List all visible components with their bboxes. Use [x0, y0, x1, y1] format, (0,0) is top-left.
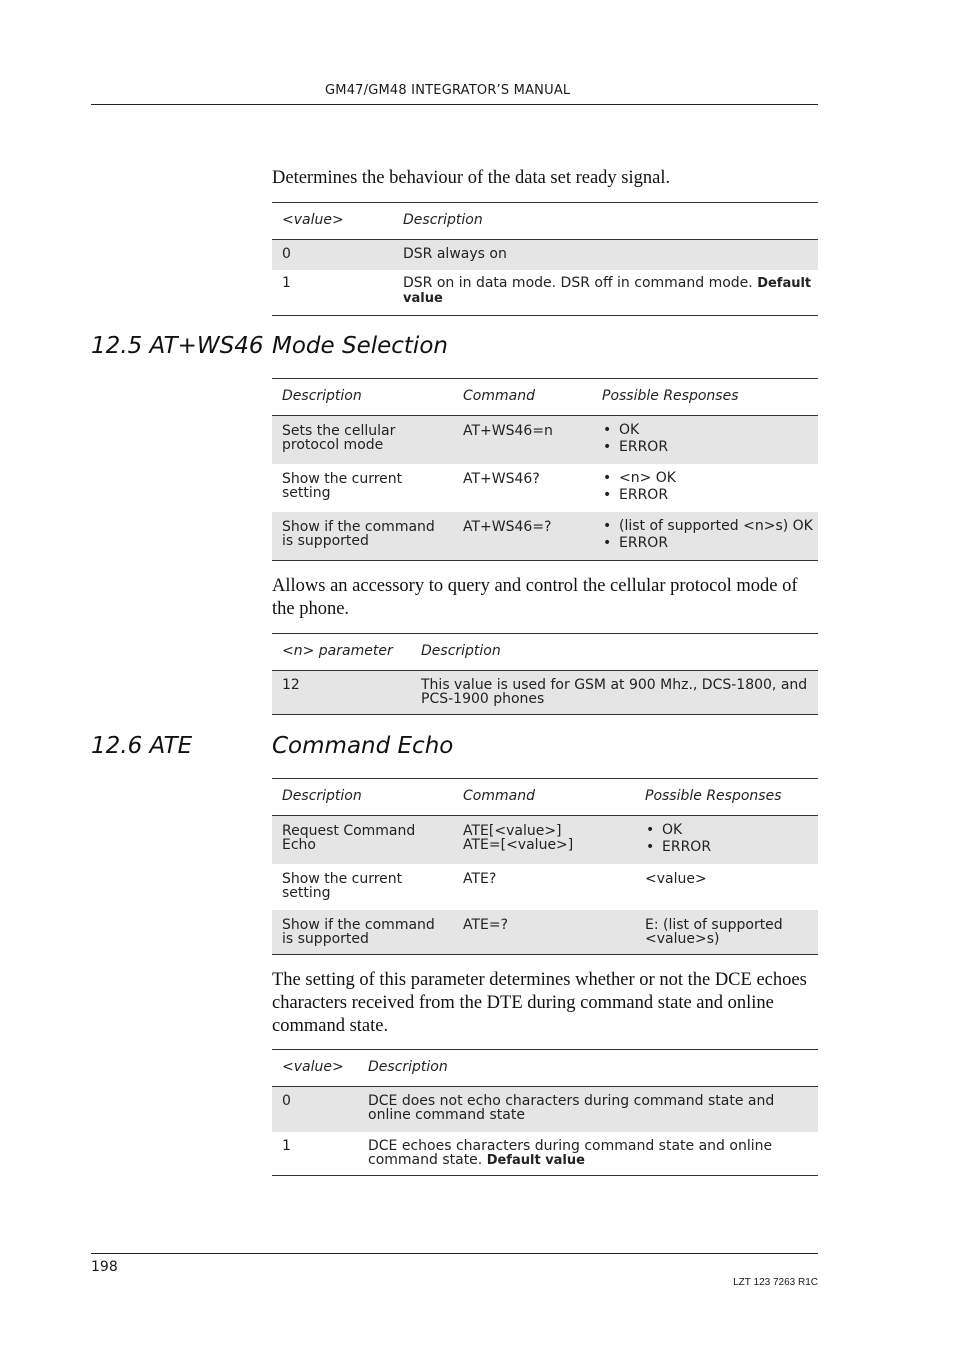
table-row — [272, 671, 818, 714]
ate-command-table — [272, 778, 818, 955]
desc-line: DCE echoes characters during command state and online — [368, 1138, 773, 1154]
table-row — [272, 512, 818, 560]
col-header-command: Command — [463, 388, 535, 404]
response-text: ERROR — [619, 439, 669, 455]
desc-line: Sets the cellular — [282, 423, 396, 439]
running-header — [91, 82, 818, 105]
table-row — [272, 416, 818, 464]
section-title: Mode Selection — [272, 333, 448, 359]
cell-description — [403, 276, 813, 306]
desc-line: This value is used for GSM at 900 Mhz., DCS-1800, and — [421, 677, 808, 693]
footer-rule — [91, 1253, 818, 1254]
cmd-line: ATE[<value>] — [463, 823, 562, 839]
cell-command: AT+WS46=n — [463, 423, 553, 439]
col-header-responses: Possible Responses — [602, 388, 739, 404]
cell-description — [282, 918, 435, 946]
table-row — [272, 270, 818, 315]
ate-description: The setting of this parameter determines whether or not the DCE echoes characters received from the DTE during command state and online command state. — [272, 970, 807, 1036]
section-number: 12.5 AT+WS46 — [91, 333, 264, 359]
table-header-row — [272, 379, 818, 416]
table-row — [272, 816, 818, 864]
section-title: Command Echo — [272, 733, 454, 759]
table-row — [272, 464, 818, 512]
desc-line: setting — [282, 885, 331, 901]
table-row — [272, 240, 818, 270]
table-row — [272, 1087, 818, 1132]
bullet-icon: • — [603, 470, 612, 486]
desc-line: Show the current — [282, 471, 403, 487]
table-header-row — [272, 203, 818, 240]
bullet-icon: • — [603, 422, 612, 438]
bullet-icon: • — [603, 487, 612, 503]
col-header-value: <value> — [282, 1059, 344, 1075]
dsr-value-table — [272, 202, 818, 316]
cell-description — [282, 872, 402, 900]
response-text: ERROR — [662, 839, 712, 855]
table-row — [272, 910, 818, 954]
col-header-description: Description — [421, 643, 501, 659]
bullet-icon: • — [603, 518, 612, 534]
col-header-command: Command — [463, 788, 535, 804]
desc-line: Request Command — [282, 823, 416, 839]
section-number: 12.6 ATE — [91, 733, 193, 759]
default-value-label: Default value — [486, 1153, 585, 1168]
cell-value: 1 — [282, 1138, 291, 1154]
bullet-icon: • — [646, 822, 655, 838]
bullet-icon: • — [603, 535, 612, 551]
cell-description — [282, 424, 395, 452]
resp-line: <value>s) — [645, 931, 720, 947]
desc-line: is supported — [282, 931, 369, 947]
page-number: 198 — [91, 1259, 118, 1275]
cell-value: 0 — [282, 246, 291, 262]
cell-description — [282, 472, 402, 500]
col-header-parameter: <n> parameter — [282, 643, 393, 659]
desc-line: protocol mode — [282, 437, 384, 453]
cmd-line: ATE=[<value>] — [463, 837, 574, 853]
cell-value: 0 — [282, 1093, 291, 1109]
cell-command: AT+WS46=? — [463, 519, 552, 535]
ws46-description: Allows an accessory to query and control the cellular protocol mode of the phone. — [272, 576, 798, 619]
desc-line: Echo — [282, 837, 316, 853]
table-header-row — [272, 779, 818, 816]
response-text: OK — [619, 422, 640, 438]
desc-line: Show if the command — [282, 917, 435, 933]
document-id: LZT 123 7263 R1C — [733, 1277, 818, 1288]
desc-line: is supported — [282, 533, 369, 549]
response-text: ERROR — [619, 535, 669, 551]
cell-command: ATE? — [463, 871, 497, 887]
response-text: (list of supported <n>s) OK — [619, 518, 813, 534]
col-header-description: Description — [282, 388, 362, 404]
table-row — [272, 1132, 818, 1175]
dsr-intro: Determines the behaviour of the data set ready signal. — [272, 168, 671, 188]
table-header-row — [272, 1050, 818, 1087]
bullet-icon: • — [603, 439, 612, 455]
ate-value-table — [272, 1049, 818, 1176]
col-header-description: Description — [282, 788, 362, 804]
response-text: ERROR — [619, 487, 669, 503]
cell-description: DSR always on — [403, 246, 507, 262]
cell-command: ATE=? — [463, 917, 509, 933]
desc-text: command state. — [368, 1152, 487, 1168]
default-value-label: Default value — [403, 276, 812, 306]
bullet-icon: • — [646, 839, 655, 855]
desc-line: setting — [282, 485, 331, 501]
desc-line: PCS-1900 phones — [421, 691, 545, 707]
manual-title: GM47/GM48 INTEGRATOR’S MANUAL — [325, 83, 571, 98]
cell-command — [463, 824, 573, 852]
desc-text: DSR on in data mode. DSR off in command mode. — [403, 275, 758, 291]
cell-response — [645, 918, 783, 946]
col-header-value: <value> — [282, 212, 344, 228]
col-header-description: Description — [403, 212, 483, 228]
col-header-responses: Possible Responses — [645, 788, 782, 804]
resp-line: E: (list of supported — [645, 917, 783, 933]
cell-description — [368, 1094, 774, 1122]
table-header-row — [272, 634, 818, 671]
cell-response: <value> — [645, 871, 707, 887]
response-text: <n> OK — [619, 470, 676, 486]
ws46-parameter-table — [272, 633, 818, 715]
response-text: OK — [662, 822, 683, 838]
desc-line: Show if the command — [282, 519, 435, 535]
col-header-description: Description — [368, 1059, 448, 1075]
ws46-command-table — [272, 378, 818, 561]
desc-line — [368, 1153, 772, 1168]
cell-command: AT+WS46? — [463, 471, 540, 487]
desc-line: Show the current — [282, 871, 403, 887]
cell-value: 1 — [282, 275, 291, 291]
cell-description — [421, 678, 807, 706]
table-row — [272, 864, 818, 910]
desc-line: online command state — [368, 1107, 525, 1123]
cell-description — [282, 520, 435, 548]
desc-line: DCE does not echo characters during command state and — [368, 1093, 775, 1109]
cell-value: 12 — [282, 677, 300, 693]
cell-description — [368, 1139, 772, 1168]
cell-description — [282, 824, 415, 852]
